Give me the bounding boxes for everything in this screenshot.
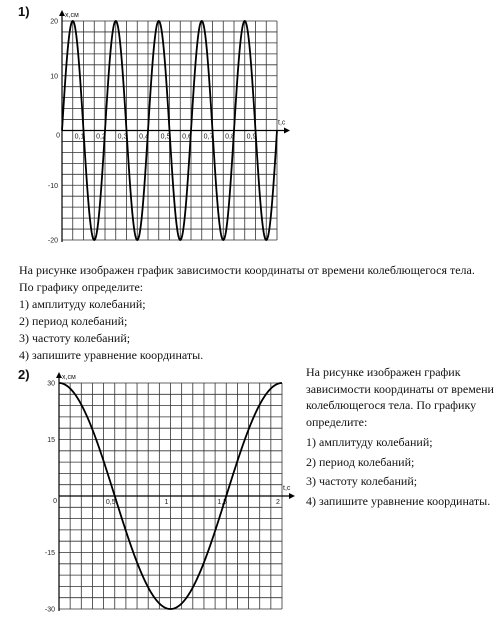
x-tick-label: 0,5: [160, 133, 171, 141]
problem-2-intro: На рисунке изображен график зависимости координаты от времени колеблющегося тела. По графику определите:: [306, 365, 494, 429]
x-axis-label: t,c: [278, 119, 286, 127]
x-tick-label: 0: [53, 498, 57, 505]
problem-1-item: 1) амплитуду колебаний;: [19, 297, 146, 311]
x-tick-label: 1: [164, 499, 169, 506]
x-tick-label: 1,5: [217, 499, 228, 506]
x-tick-label: 0,4: [139, 133, 149, 141]
x-tick-label: 0,6: [182, 133, 192, 141]
problem-2-item: 2) период колебаний;: [306, 454, 415, 469]
y-axis-label: x,см: [62, 374, 76, 381]
x-tick-label: 2: [276, 499, 280, 506]
y-tick-label: -15: [44, 550, 55, 557]
x-tick-label: 0,9: [246, 133, 257, 141]
x-tick-label: 0,2: [96, 133, 106, 141]
x-axis-label: t,c: [283, 485, 291, 492]
problem-1-item: 4) запишите уравнение координаты.: [19, 348, 204, 362]
x-tick-label: 0,3: [117, 133, 128, 141]
x-tick-label: 0,7: [203, 133, 214, 141]
x-tick-label: 0,8: [225, 133, 235, 141]
problem-2-item: 3) частоту колебаний;: [306, 474, 418, 488]
chart-2: [45, 372, 295, 614]
problem-2-item: 4) запишите уравнение координаты.: [306, 493, 491, 508]
problem-1-number: 1): [18, 4, 30, 19]
y-tick-label: 20: [50, 18, 58, 26]
y-tick-label: -10: [47, 182, 58, 190]
y-tick-label: 15: [47, 437, 55, 444]
problem-2-item: 1) амплитуду колебаний;: [306, 435, 433, 449]
x-tick-label: 0,5: [105, 499, 116, 506]
problem-2-number: 2): [18, 367, 30, 382]
y-tick-label: 30: [47, 380, 55, 388]
chart-1: [48, 10, 290, 245]
y-tick-label: -20: [47, 237, 58, 245]
x-tick-label: 0,1: [74, 133, 85, 141]
problem-1-item: 3) частоту колебаний;: [19, 331, 131, 345]
x-tick-label: 0: [56, 132, 60, 140]
problem-2-text: [306, 364, 496, 512]
y-tick-label: 10: [50, 73, 58, 81]
problem-1-text: [19, 262, 489, 364]
problem-1-item: 2) период колебаний;: [19, 314, 128, 328]
problem-1-intro: На рисунке изображен график зависимости координаты от времени колеблющегося тела. По графику определите:: [19, 263, 475, 294]
y-axis-label: x,см: [65, 12, 79, 19]
y-tick-label: -30: [44, 606, 55, 614]
x-axis-arrow-icon: [284, 128, 290, 134]
x-axis-arrow-icon: [289, 493, 295, 499]
